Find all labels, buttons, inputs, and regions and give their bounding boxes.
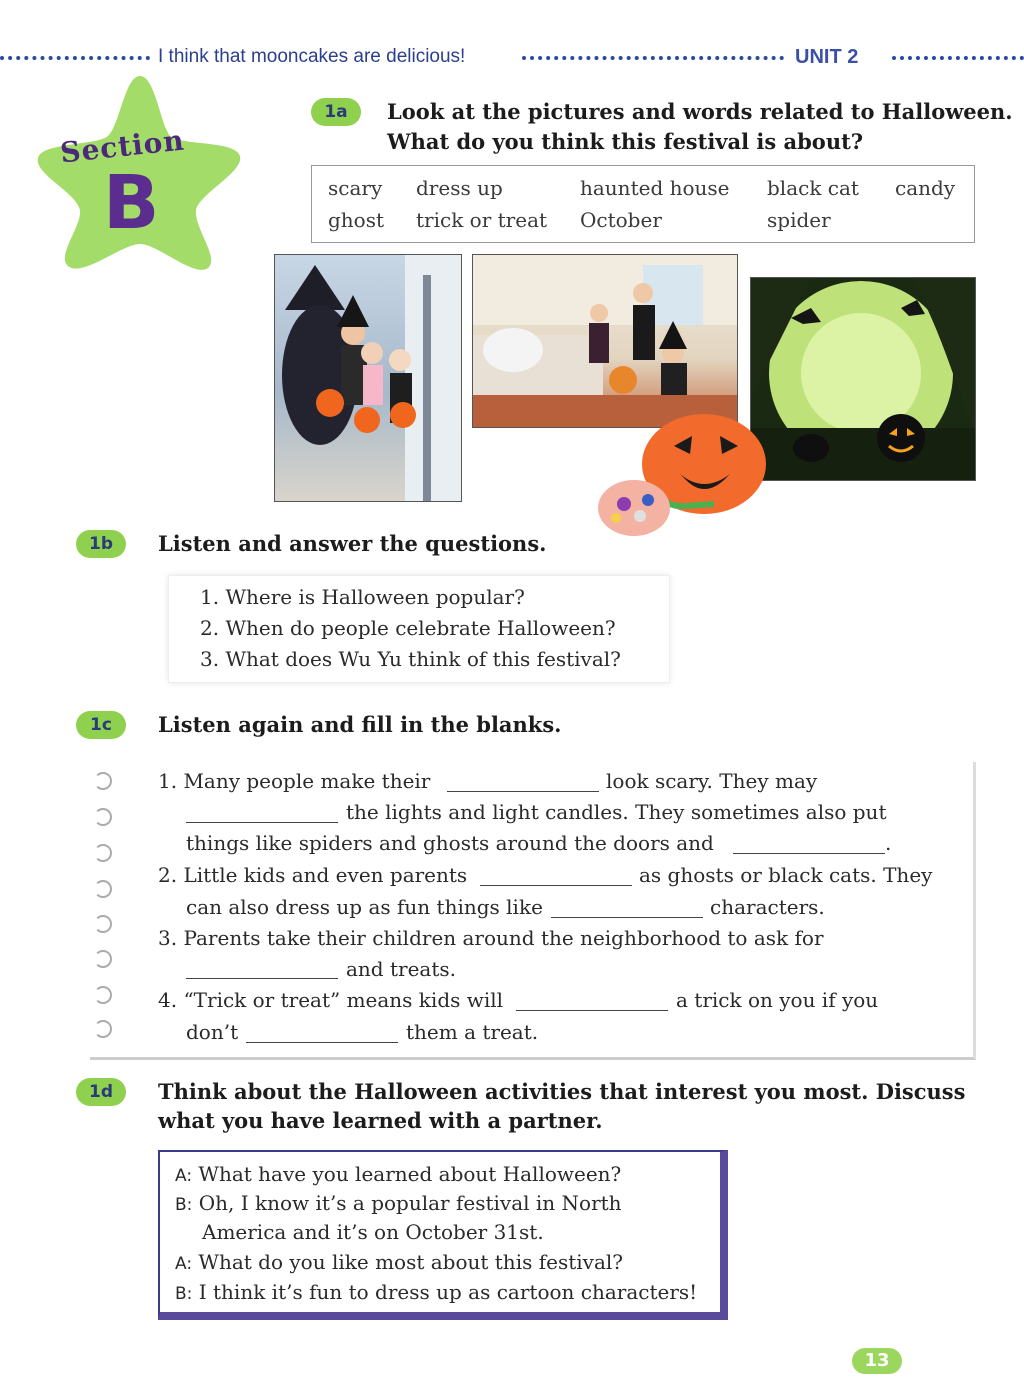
dialogue-line xyxy=(175,1191,622,1215)
word-item: October xyxy=(580,208,662,232)
section-word: Section xyxy=(58,123,187,170)
badge-1d: 1d xyxy=(76,1078,126,1106)
blank-field[interactable] xyxy=(447,791,599,792)
fill-text: the lights and light candles. They sometimes also put xyxy=(346,800,887,824)
word-item: trick or treat xyxy=(416,208,548,232)
dialogue-text: Oh, I know it’s a popular festival in North xyxy=(198,1191,622,1215)
haunted-house-illustration xyxy=(473,255,738,428)
candy-bag-illustration xyxy=(594,408,772,556)
word-box xyxy=(311,165,975,243)
word-item: ghost xyxy=(328,208,385,232)
fill-text: 2. Little kids and even parents xyxy=(158,863,468,887)
blank-field[interactable] xyxy=(516,1010,668,1011)
instruction-1a-line2: What do you think this festival is about? xyxy=(387,129,864,154)
fill-text: don’t xyxy=(186,1020,239,1044)
blank-field[interactable] xyxy=(186,978,338,979)
speaker-label: A: xyxy=(175,1254,193,1274)
instruction-1a-line1: Look at the pictures and words related to Halloween. xyxy=(387,99,1013,124)
blank-field[interactable] xyxy=(733,853,885,854)
question-2: 2. When do people celebrate Halloween? xyxy=(200,616,616,640)
word-item: black cat xyxy=(767,176,859,200)
blank-field[interactable] xyxy=(480,885,632,886)
fill-text: 4. “Trick or treat” means kids will xyxy=(158,988,504,1012)
candy-bag-image xyxy=(594,408,772,556)
fill-text: . xyxy=(885,831,892,855)
dialogue-line xyxy=(202,1220,544,1244)
blank-field[interactable] xyxy=(246,1042,398,1043)
word-item: haunted house xyxy=(580,176,730,200)
question-1: 1. Where is Halloween popular? xyxy=(200,585,525,609)
binding-ring-icon xyxy=(94,808,112,826)
badge-1c: 1c xyxy=(76,711,126,739)
dialogue-text: What have you learned about Halloween? xyxy=(198,1162,622,1186)
unit-label: UNIT 2 xyxy=(795,46,859,68)
badge-1b: 1b xyxy=(76,530,126,558)
instruction-1d-line1: Think about the Halloween activities that interest you most. Discuss xyxy=(158,1079,966,1104)
word-item: scary xyxy=(328,176,383,200)
spooky-night-photo xyxy=(750,277,976,481)
speaker-label: B: xyxy=(175,1195,193,1215)
blank-field[interactable] xyxy=(551,917,703,918)
dialogue-text: What do you like most about this festival? xyxy=(198,1250,623,1274)
header-title: I think that mooncakes are delicious! xyxy=(158,46,466,67)
fill-text: them a treat. xyxy=(406,1020,539,1044)
header-dots-right xyxy=(892,56,1024,60)
binding-ring-icon xyxy=(94,1020,112,1038)
section-star xyxy=(30,68,245,273)
dialogue-line xyxy=(175,1162,621,1186)
dialogue-text: America and it’s on October 31st. xyxy=(202,1220,544,1244)
speaker-label: A: xyxy=(175,1166,193,1186)
spooky-night-illustration xyxy=(751,278,976,481)
instruction-1d-line2: what you have learned with a partner. xyxy=(158,1108,603,1133)
binding-ring-icon xyxy=(94,950,112,968)
fill-text: 3. Parents take their children around the neighborhood to ask for xyxy=(158,926,824,950)
word-item: candy xyxy=(895,176,956,200)
instruction-1b: Listen and answer the questions. xyxy=(158,531,547,556)
word-item: dress up xyxy=(416,176,503,200)
dialogue-line xyxy=(175,1250,623,1274)
fill-text: can also dress up as fun things like xyxy=(186,895,543,919)
dialogue-text: I think it’s fun to dress up as cartoon characters! xyxy=(198,1280,698,1304)
fill-text: things like spiders and ghosts around the doors and xyxy=(186,831,714,855)
haunted-house-photo xyxy=(472,254,738,428)
fill-text: a trick on you if you xyxy=(676,988,879,1012)
question-3: 3. What does Wu Yu think of this festival? xyxy=(200,647,621,671)
binding-ring-icon xyxy=(94,844,112,862)
trick-or-treat-photo xyxy=(274,254,462,502)
fill-text: as ghosts or black cats. They xyxy=(639,863,933,887)
speaker-label: B: xyxy=(175,1284,193,1304)
word-item: spider xyxy=(767,208,831,232)
header-dots-middle xyxy=(522,56,784,60)
binding-ring-icon xyxy=(94,986,112,1004)
page-number: 13 xyxy=(852,1348,902,1374)
trick-or-treat-illustration xyxy=(275,255,462,502)
fill-text: and treats. xyxy=(346,957,456,981)
section-letter: B xyxy=(103,160,160,246)
dialogue-line xyxy=(175,1280,697,1304)
binding-ring-icon xyxy=(94,915,112,933)
binding-ring-icon xyxy=(94,772,112,790)
instruction-1c: Listen again and fill in the blanks. xyxy=(158,712,562,737)
badge-1a: 1a xyxy=(311,98,361,126)
fill-text: characters. xyxy=(710,895,825,919)
fill-text: look scary. They may xyxy=(606,769,818,793)
fill-text: 1. Many people make their xyxy=(158,769,431,793)
binding-ring-icon xyxy=(94,880,112,898)
blank-field[interactable] xyxy=(186,822,338,823)
header-dots-left xyxy=(0,56,150,60)
